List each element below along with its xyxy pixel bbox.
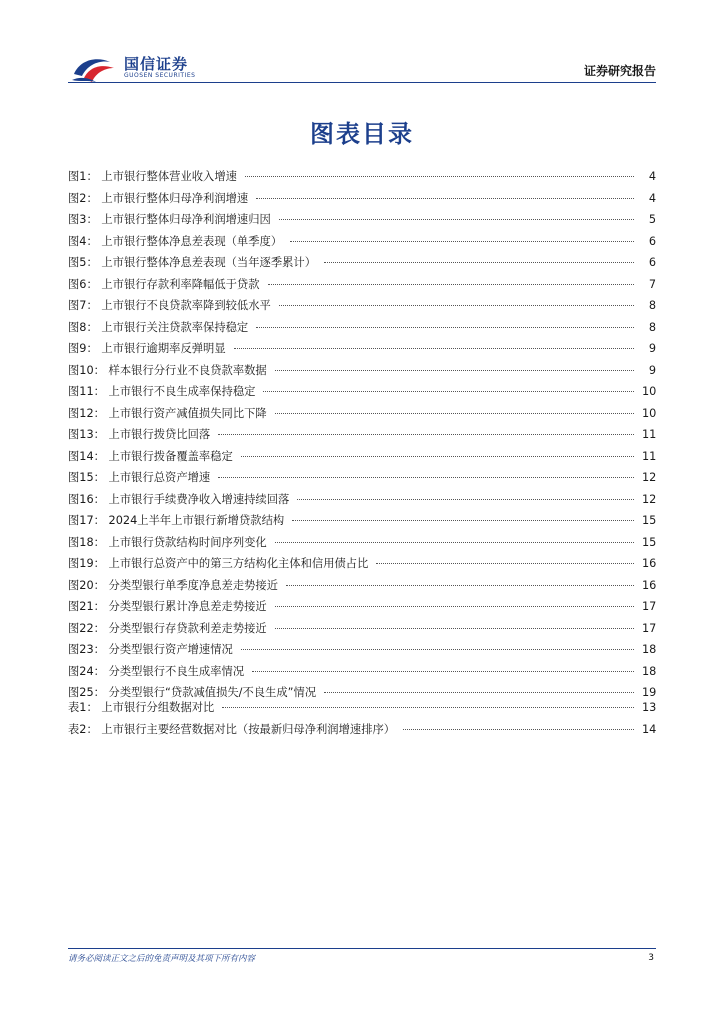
toc-entry[interactable] bbox=[68, 699, 656, 721]
toc-entry-label: 图20： 分类型银行单季度净息差走势接近 bbox=[68, 578, 279, 592]
toc-entry-label: 图3： 上市银行整体归母净利润增速归因 bbox=[68, 213, 271, 226]
page-title: 图表目录 bbox=[310, 120, 414, 148]
footer-disclaimer: 请务必阅读正文之后的免责声明及其项下所有内容 bbox=[68, 954, 256, 964]
toc-entry[interactable] bbox=[68, 469, 656, 491]
dot-leader bbox=[256, 198, 634, 199]
dot-leader bbox=[297, 499, 634, 500]
dot-leader bbox=[218, 434, 634, 435]
toc-entry-page: 15 bbox=[642, 514, 657, 527]
dot-leader bbox=[275, 606, 634, 607]
dot-leader bbox=[234, 348, 634, 349]
toc-entry[interactable] bbox=[68, 233, 656, 255]
dot-leader bbox=[268, 284, 634, 285]
toc-entry[interactable] bbox=[68, 555, 656, 577]
toc-entry-label: 图18： 上市银行贷款结构时间序列变化 bbox=[68, 535, 267, 549]
toc-entry-label: 图5： 上市银行整体净息差表现（当年逐季累计） bbox=[68, 256, 317, 269]
toc-entry-page: 7 bbox=[648, 277, 656, 291]
toc-entry-page: 4 bbox=[648, 170, 656, 183]
dot-leader bbox=[286, 585, 634, 586]
toc-entry-label: 图25： 分类型银行“贷款减值损失/不良生成”情况 bbox=[68, 686, 317, 699]
toc-entry-page: 17 bbox=[642, 621, 657, 635]
toc-entry[interactable] bbox=[68, 598, 656, 620]
toc-entry-label: 表2： 上市银行主要经营数据对比（按最新归母净利润增速排序） bbox=[68, 722, 396, 736]
dot-leader bbox=[403, 729, 634, 730]
toc-entry[interactable] bbox=[68, 663, 656, 685]
logo-text-cn: 国信证券 bbox=[124, 55, 189, 73]
toc-entry-label: 图9： 上市银行逾期率反弹明显 bbox=[68, 342, 226, 355]
toc-entry[interactable] bbox=[68, 276, 656, 298]
toc-entry-label: 图12： 上市银行资产减值损失同比下降 bbox=[68, 406, 267, 420]
toc-entry-page: 13 bbox=[642, 701, 657, 714]
toc-entry-page: 8 bbox=[648, 299, 656, 312]
toc-entry[interactable] bbox=[68, 168, 656, 190]
dot-leader bbox=[222, 707, 634, 708]
toc-entry-label: 图7： 上市银行不良贷款率降到较低水平 bbox=[68, 299, 271, 312]
dot-leader bbox=[292, 520, 634, 521]
toc-entry-page: 14 bbox=[642, 722, 657, 736]
dot-leader bbox=[290, 241, 634, 242]
toc-entry-label: 图23： 分类型银行资产增速情况 bbox=[68, 643, 233, 656]
dot-leader bbox=[275, 370, 634, 371]
footer-divider bbox=[68, 948, 656, 949]
dot-leader bbox=[279, 305, 634, 306]
toc-entry-page: 6 bbox=[648, 234, 656, 248]
toc-entry-page: 9 bbox=[648, 342, 656, 355]
dot-leader bbox=[275, 413, 634, 414]
dot-leader bbox=[324, 692, 634, 693]
toc-entry-label: 图21： 分类型银行累计净息差走势接近 bbox=[68, 600, 267, 613]
toc-entry-label: 图11： 上市银行不良生成率保持稳定 bbox=[68, 385, 256, 398]
header-divider bbox=[68, 82, 656, 83]
toc-entry[interactable] bbox=[68, 577, 656, 599]
toc-entry-page: 18 bbox=[642, 664, 657, 678]
toc-entry[interactable] bbox=[68, 297, 656, 319]
toc-entry-page: 12 bbox=[642, 471, 657, 484]
toc-entry[interactable] bbox=[68, 405, 656, 427]
dot-leader bbox=[275, 628, 634, 629]
company-logo bbox=[70, 50, 210, 86]
dot-leader bbox=[279, 219, 634, 220]
toc-entry-label: 表1： 上市银行分组数据对比 bbox=[68, 701, 215, 714]
dot-leader bbox=[263, 391, 634, 392]
toc-entry-label: 图2： 上市银行整体归母净利润增速 bbox=[68, 191, 249, 205]
toc-entry-label: 图4： 上市银行整体净息差表现（单季度） bbox=[68, 234, 283, 248]
dot-leader bbox=[218, 477, 634, 478]
toc-entry-label: 图8： 上市银行关注贷款率保持稳定 bbox=[68, 320, 249, 334]
toc-entry-label: 图13： 上市银行拨贷比回落 bbox=[68, 428, 211, 441]
toc-entry-label: 图16： 上市银行手续费净收入增速持续回落 bbox=[68, 492, 290, 506]
toc-entry-label: 图19： 上市银行总资产中的第三方结构化主体和信用债占比 bbox=[68, 557, 369, 570]
dot-leader bbox=[275, 542, 634, 543]
toc-entry-label: 图22： 分类型银行存贷款利差走势接近 bbox=[68, 621, 267, 635]
toc-entry-page: 16 bbox=[642, 557, 657, 570]
dot-leader bbox=[252, 671, 634, 672]
logo-text-en: GUOSEN SECURITIES bbox=[124, 72, 196, 79]
dot-leader bbox=[256, 327, 634, 328]
toc-entry[interactable] bbox=[68, 383, 656, 405]
toc-entry[interactable] bbox=[68, 254, 656, 276]
toc-entry-label: 图14： 上市银行拨备覆盖率稳定 bbox=[68, 449, 233, 463]
logo-mark-icon bbox=[70, 52, 118, 84]
toc-entry[interactable] bbox=[68, 448, 656, 470]
dot-leader bbox=[245, 176, 634, 177]
toc-entry[interactable] bbox=[68, 641, 656, 663]
toc-entry[interactable] bbox=[68, 491, 656, 513]
dot-leader bbox=[241, 456, 634, 457]
toc-entry[interactable] bbox=[68, 534, 656, 556]
toc-entry[interactable] bbox=[68, 426, 656, 448]
toc-entry-label: 图15： 上市银行总资产增速 bbox=[68, 471, 211, 484]
toc-entry[interactable] bbox=[68, 319, 656, 341]
page-number: 3 bbox=[648, 953, 654, 963]
toc-entry[interactable] bbox=[68, 190, 656, 212]
toc-entry-label: 图6： 上市银行存款利率降幅低于贷款 bbox=[68, 277, 260, 291]
toc-entry-page: 5 bbox=[648, 213, 656, 226]
dot-leader bbox=[324, 262, 634, 263]
toc-entry[interactable] bbox=[68, 620, 656, 642]
toc-entry[interactable] bbox=[68, 340, 656, 362]
toc-entry-page: 9 bbox=[648, 363, 656, 377]
table-list bbox=[68, 699, 656, 742]
toc-entry-page: 17 bbox=[642, 600, 657, 613]
toc-entry-page: 15 bbox=[642, 535, 657, 549]
toc-entry-label: 图24： 分类型银行不良生成率情况 bbox=[68, 664, 245, 678]
toc-entry-label: 图10： 样本银行分行业不良贷款率数据 bbox=[68, 363, 267, 377]
toc-entry-page: 16 bbox=[642, 578, 657, 592]
report-type-label: 证券研究报告 bbox=[583, 64, 656, 78]
toc-entry-page: 6 bbox=[648, 256, 656, 269]
toc-entry-label: 图1： 上市银行整体营业收入增速 bbox=[68, 170, 237, 183]
figure-list bbox=[68, 168, 656, 706]
toc-entry-page: 19 bbox=[642, 686, 657, 699]
toc-entry-page: 18 bbox=[642, 643, 657, 656]
toc-entry[interactable] bbox=[68, 512, 656, 534]
dot-leader bbox=[241, 649, 634, 650]
toc-entry-page: 12 bbox=[642, 492, 657, 506]
toc-entry[interactable] bbox=[68, 211, 656, 233]
toc-entry-page: 10 bbox=[642, 385, 657, 398]
toc-entry-page: 4 bbox=[648, 191, 656, 205]
dot-leader bbox=[376, 563, 634, 564]
toc-entry[interactable] bbox=[68, 721, 656, 743]
toc-entry-page: 8 bbox=[648, 320, 656, 334]
toc-entry-page: 11 bbox=[642, 449, 657, 463]
toc-entry-page: 11 bbox=[642, 428, 657, 441]
toc-entry[interactable] bbox=[68, 362, 656, 384]
toc-entry-label: 图17： 2024上半年上市银行新增贷款结构 bbox=[68, 514, 285, 527]
toc-entry-page: 10 bbox=[642, 406, 657, 420]
